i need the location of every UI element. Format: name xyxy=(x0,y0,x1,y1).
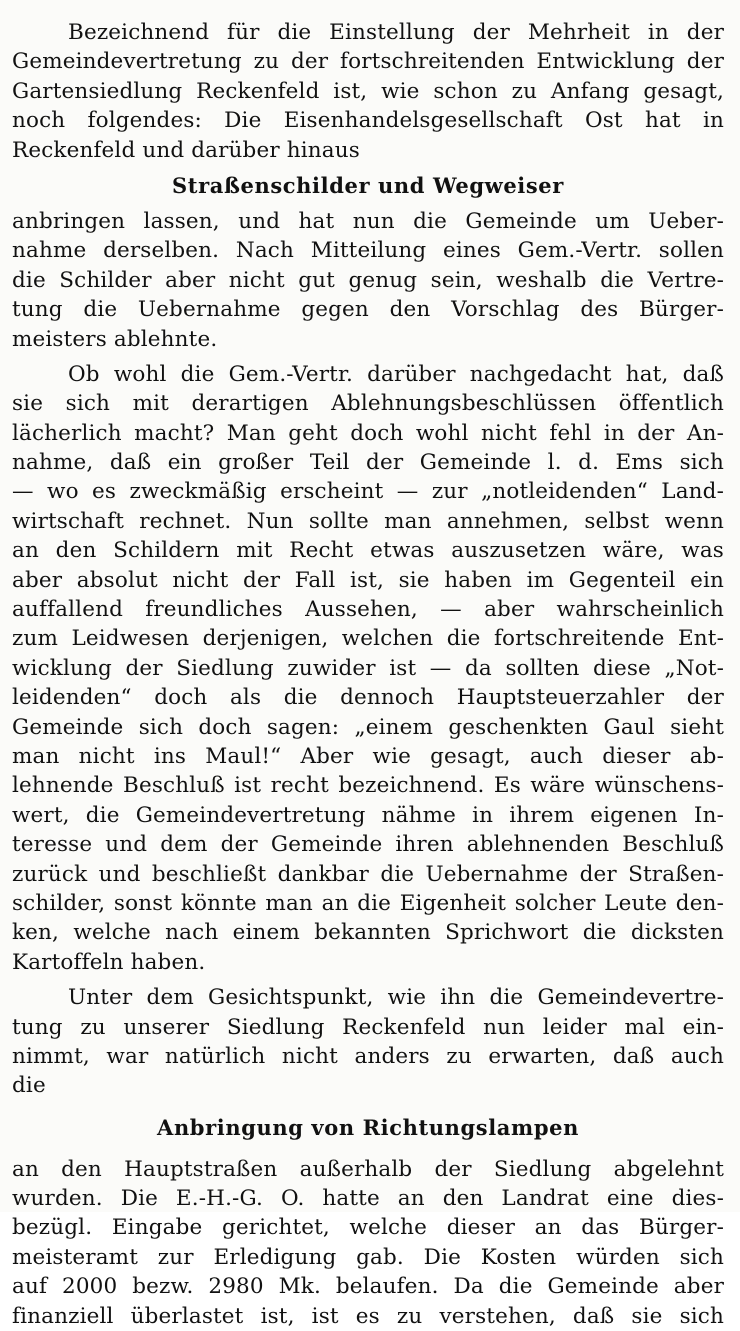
text-line: die Schilder aber nicht gut genug sein, weshalb die Vertre- xyxy=(12,267,724,293)
text-line: finanziell überlastet ist, ist es zu verstehen, daß sie sich xyxy=(12,1303,724,1329)
text-line: wert, die Gemeindevertretung nähme in ihrem eigenen In- xyxy=(12,802,724,828)
text-line: wirtschaft rechnet. Nun sollte man annehmen, selbst wenn xyxy=(12,508,724,534)
paragraph-lamps-intro xyxy=(12,983,724,1101)
text-line: sie sich mit derartigen Ablehnungsbeschlüssen öffentlich xyxy=(12,391,724,417)
paragraph-intro xyxy=(12,18,724,165)
text-line: Bezeichnend für die Einstellung der Mehrheit in der xyxy=(68,20,724,45)
text-line: Gartensiedlung Reckenfeld ist, wie schon zu Anfang gesagt, xyxy=(12,78,724,104)
text-line: auf 2000 bezw. 2980 Mk. belaufen. Da die Gemeinde aber xyxy=(12,1274,724,1300)
text-line: noch folgendes: Die Eisenhandelsgesellschaft Ost hat in xyxy=(12,108,724,134)
text-line: Gemeindevertretung zu der fortschreitenden Entwicklung der xyxy=(12,49,724,75)
text-line: ken, welche nach einem bekannten Sprichwort die dicksten xyxy=(12,920,724,946)
text-line: teresse und dem der Gemeinde ihren ablehnenden Beschluß xyxy=(12,832,724,858)
text-line: tung die Uebernahme gegen den Vorschlag des Bürger- xyxy=(12,297,724,323)
text-line: leidenden“ doch als die dennoch Hauptsteuerzahler der xyxy=(12,685,724,711)
text-line: Reckenfeld und darüber hinaus xyxy=(12,137,360,163)
paragraph-street-signs xyxy=(12,207,724,354)
text-line: auffallend freundliches Aussehen, — aber wahrscheinlich xyxy=(12,597,724,623)
text-line: Gemeinde sich doch sagen: „einem geschenkten Gaul sieht xyxy=(12,714,724,740)
text-line: zurück und beschließt dankbar die Uebernahme der Straßen- xyxy=(12,861,724,887)
text-line: schilder, sonst könnte man an die Eigenheit solcher Leute den- xyxy=(12,890,724,916)
text-line: lächerlich macht? Man geht doch wohl nicht fehl in der An- xyxy=(12,420,724,446)
text-line: nahme derselben. Nach Mitteilung eines Gem.-Vertr. sollen xyxy=(12,238,724,264)
text-line: an den Schildern mit Recht etwas auszusetzen wäre, was xyxy=(12,538,724,564)
text-line: Ob wohl die Gem.-Vertr. darüber nachgedacht hat, daß xyxy=(68,361,724,387)
text-line: wicklung der Siedlung zuwider ist — da sollten diese „Not- xyxy=(12,655,724,681)
article-column xyxy=(12,18,724,1331)
text-line: Kartoffeln haben. xyxy=(12,949,206,975)
text-line: lehnende Beschluß ist recht bezeichnend. Es wäre wünschens- xyxy=(12,773,724,799)
text-line: aber absolut nicht der Fall ist, sie haben im Gegenteil ein xyxy=(12,567,724,593)
text-line: meisteramt zur Erledigung gab. Die Kosten würden sich xyxy=(12,1244,724,1270)
paragraph-criticism xyxy=(12,360,724,977)
text-line: wurden. Die E.-H.-G. O. hatte an den Landrat eine dies- xyxy=(12,1186,724,1212)
text-line: anbringen lassen, und hat nun die Gemeinde um Ueber- xyxy=(12,208,724,234)
section-heading-street-signs: Straßenschilder und Wegweiser xyxy=(172,172,564,198)
text-line: meisters ablehnte. xyxy=(12,326,218,352)
text-line: bezügl. Eingabe gerichtet, welche dieser an das Bürger- xyxy=(12,1215,724,1241)
text-line: die xyxy=(12,1073,46,1099)
text-line: nimmt, war natürlich nicht anders zu erwarten, daß auch xyxy=(12,1043,724,1069)
text-line: nahme, daß ein großer Teil der Gemeinde l. d. Ems sich xyxy=(12,450,724,476)
text-line: zum Leidwesen derjenigen, welchen die fortschreitende Ent- xyxy=(12,626,724,652)
text-line: man nicht ins Maul!“ Aber wie gesagt, auch dieser ab- xyxy=(12,743,724,769)
paragraph-direction-lamps xyxy=(12,1155,724,1331)
text-line: tung zu unserer Siedlung Reckenfeld nun leider mal ein- xyxy=(12,1014,724,1040)
section-heading-direction-lamps: Anbringung von Richtungslampen xyxy=(157,1114,579,1140)
cut-off-header-fragment xyxy=(250,0,490,9)
text-line: Unter dem Gesichtspunkt, wie ihn die Gemeindevertre- xyxy=(68,985,724,1011)
text-line: — wo es zweckmäßig erscheint — zur „notleidenden“ Land- xyxy=(12,479,724,505)
text-line: an den Hauptstraßen außerhalb der Siedlung abgelehnt xyxy=(12,1156,724,1182)
